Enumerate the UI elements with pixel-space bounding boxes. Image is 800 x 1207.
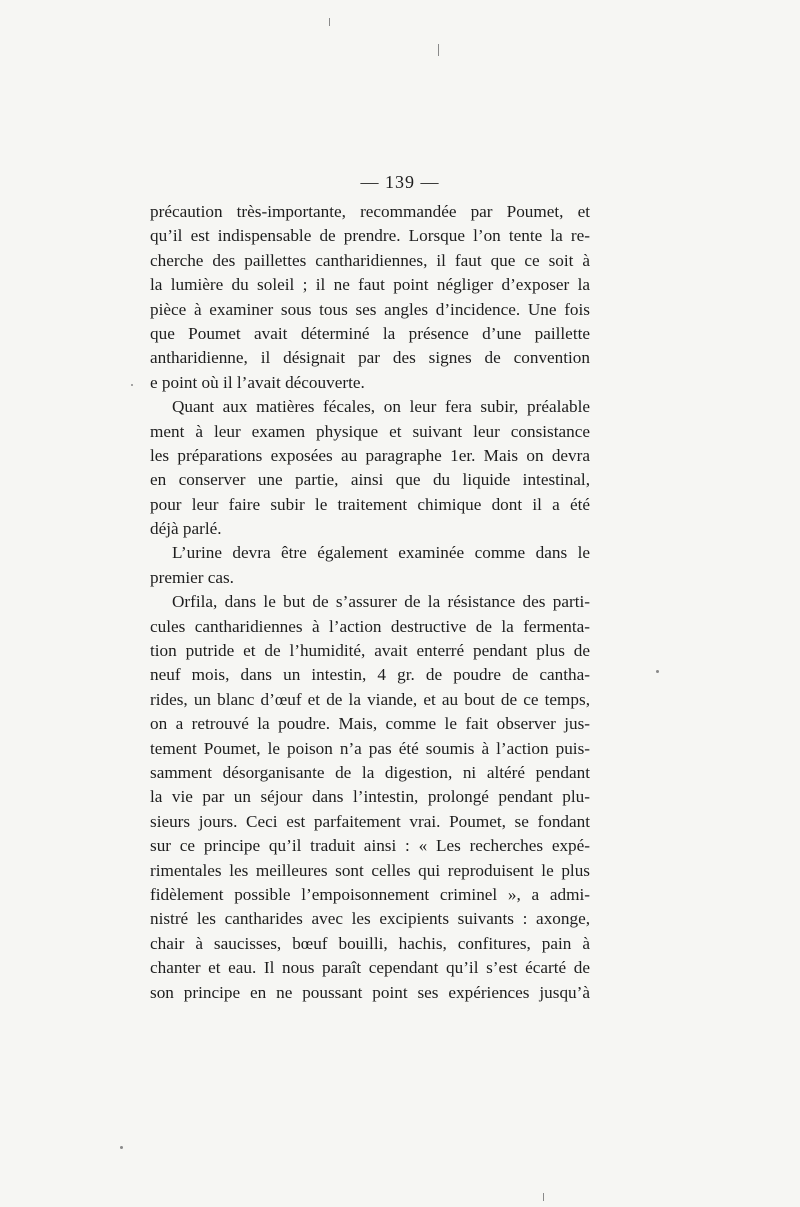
text-line: cherche des paillettes cantharidiennes, il faut que ce soit à (150, 250, 590, 270)
scan-speck (329, 18, 330, 26)
text-line: antharidienne, il désignait par des signes de convention (150, 348, 590, 368)
text-line: L’urine devra être également examinée comme dans le (172, 543, 590, 563)
text-line: chair à saucisses, bœuf bouilli, hachis, confitures, pain à (150, 933, 590, 953)
scan-speck (131, 384, 133, 386)
text-line: cules cantharidiennes à l’action destructive de la fermenta- (150, 616, 590, 636)
scan-speck (120, 1146, 123, 1149)
text-line: samment désorganisante de la digestion, ni altéré pendant (150, 762, 590, 782)
text-line: pour leur faire subir le traitement chimique dont il a été (150, 494, 590, 514)
page-number: — 139 — (360, 172, 440, 192)
text-line: e point où il l’avait découverte. (150, 372, 365, 392)
text-line: sur ce principe qu’il traduit ainsi : « Les recherches expé- (150, 836, 590, 856)
scan-speck (438, 44, 439, 56)
text-line: neuf mois, dans un intestin, 4 gr. de poudre de cantha- (150, 665, 590, 685)
text-line: fidèlement possible l’empoisonnement criminel », a admi- (150, 884, 590, 904)
text-line: premier cas. (150, 567, 234, 587)
text-line: son principe en ne poussant point ses expériences jusqu’à (150, 982, 590, 1002)
text-line: Quant aux matières fécales, on leur fera subir, préalable (172, 397, 590, 417)
text-line: déjà parlé. (150, 519, 222, 539)
text-line: tion putride et de l’humidité, avait enterré pendant plus de (150, 641, 590, 661)
text-line: pièce à examiner sous tous ses angles d’incidence. Une fois (150, 299, 590, 319)
text-line: la lumière du soleil ; il ne faut point négliger d’exposer la (150, 275, 590, 295)
scan-speck (543, 1193, 544, 1201)
text-line: la vie par un séjour dans l’intestin, prolongé pendant plu- (150, 787, 590, 807)
text-line: les préparations exposées au paragraphe 1er. Mais on devra (150, 445, 590, 465)
text-line: ment à leur examen physique et suivant leur consistance (150, 421, 590, 441)
body-text (150, 200, 590, 1005)
text-line: rimentales les meilleures sont celles qui reproduisent le plus (150, 860, 590, 880)
text-line: on a retrouvé la poudre. Mais, comme le fait observer jus- (150, 714, 590, 734)
text-line: rides, un blanc d’œuf et de la viande, et au bout de ce temps, (150, 689, 590, 709)
text-line: précaution très-importante, recommandée par Poumet, et (150, 202, 590, 221)
text-line: qu’il est indispensable de prendre. Lorsque l’on tente la re- (150, 226, 590, 246)
text-line: en conserver une partie, ainsi que du liquide intestinal, (150, 470, 590, 490)
text-line: nistré les cantharides avec les excipients suivants : axonge, (150, 909, 590, 929)
text-line: chanter et eau. Il nous paraît cependant qu’il s’est écarté de (150, 958, 590, 978)
scan-speck (656, 670, 659, 673)
text-line: que Poumet avait déterminé la présence d’une paillette (150, 323, 590, 343)
text-line: Orfila, dans le but de s’assurer de la résistance des parti- (172, 592, 590, 612)
text-line: sieurs jours. Ceci est parfaitement vrai. Poumet, se fondant (150, 811, 590, 831)
text-line: tement Poumet, le poison n’a pas été soumis à l’action puis- (150, 738, 590, 758)
